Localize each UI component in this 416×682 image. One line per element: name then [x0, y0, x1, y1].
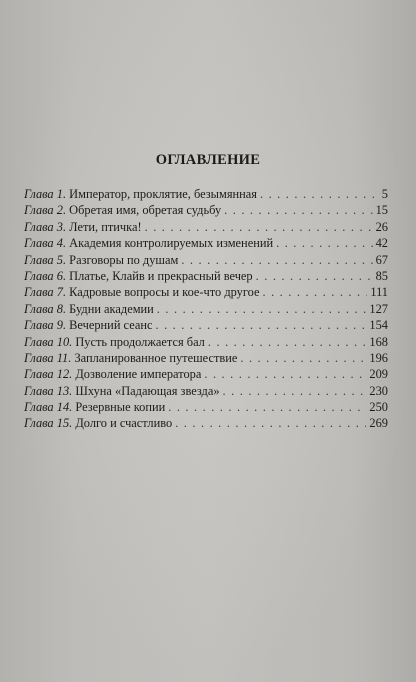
chapter-number: Глава 1. — [24, 187, 67, 201]
chapter-title: Дозволение императора — [75, 367, 202, 382]
dot-leader — [260, 186, 379, 202]
chapter-number: Глава 5. — [24, 252, 67, 267]
chapter-title: Резервные копии — [75, 400, 166, 415]
page-number: 127 — [369, 301, 388, 316]
dot-leader — [223, 383, 367, 399]
page-number: 168 — [369, 334, 388, 349]
toc-entry — [24, 366, 388, 382]
dot-leader — [155, 317, 366, 333]
chapter-title: Будни академии — [69, 301, 154, 316]
dot-leader — [157, 301, 367, 317]
page-number: 5 — [381, 187, 388, 201]
chapter-title: Лети, птичка! — [69, 219, 142, 234]
dot-leader — [175, 415, 366, 431]
chapter-title: Обретая имя, обретая судьбу — [69, 203, 222, 218]
toc-entry — [24, 383, 388, 399]
toc-entry — [24, 186, 388, 202]
page-number: 269 — [369, 416, 388, 431]
chapter-title: Долго и счастливо — [75, 416, 173, 431]
dot-leader — [208, 334, 367, 350]
chapter-title: Шхуна «Падающая звезда» — [75, 383, 220, 398]
page-number: 209 — [369, 367, 388, 382]
dot-leader — [256, 268, 373, 284]
chapter-number: Глава 10. — [24, 334, 73, 349]
dot-leader — [262, 284, 367, 300]
chapter-number: Глава 2. — [24, 203, 67, 218]
chapter-number: Глава 12. — [24, 367, 73, 382]
chapter-title: Кадровые вопросы и кое-что другое — [69, 285, 260, 300]
dot-leader — [276, 235, 373, 251]
chapter-title: Разговоры по душам — [69, 252, 179, 267]
toc-entry — [24, 268, 388, 284]
toc-entry — [24, 219, 388, 235]
page-number: 26 — [375, 219, 388, 234]
page-number: 15 — [375, 203, 388, 218]
dot-leader — [224, 202, 372, 218]
chapter-title: Запланированное путешествие — [74, 350, 238, 365]
page-number: 196 — [369, 350, 388, 365]
chapter-number: Глава 6. — [24, 268, 67, 283]
toc-entry — [24, 301, 388, 317]
toc-entry — [24, 334, 388, 350]
toc-entry — [24, 399, 388, 415]
chapter-number: Глава 15. — [24, 416, 73, 431]
toc-entry — [24, 415, 388, 431]
chapter-number: Глава 4. — [24, 236, 67, 251]
chapter-title: Академия контролируемых изменений — [69, 236, 274, 251]
toc-entry — [24, 252, 388, 268]
chapter-title: Пусть продолжается бал — [75, 334, 205, 349]
toc-entry — [24, 317, 388, 333]
chapter-number: Глава 11. — [24, 350, 72, 365]
page-number: 42 — [375, 236, 388, 251]
page-number: 230 — [369, 383, 388, 398]
chapter-number: Глава 3. — [24, 219, 67, 234]
chapter-title: Платье, Клайв и прекрасный вечер — [69, 268, 253, 283]
chapter-number: Глава 7. — [24, 285, 67, 300]
chapter-number: Глава 13. — [24, 383, 73, 398]
page-number: 111 — [370, 285, 388, 300]
chapter-number: Глава 14. — [24, 400, 73, 415]
page-number: 154 — [369, 318, 388, 333]
toc-entry — [24, 202, 388, 218]
chapter-title: Император, проклятие, безымянная — [69, 187, 257, 201]
page-number: 67 — [375, 252, 388, 267]
page-number: 85 — [375, 268, 388, 283]
chapter-number: Глава 9. — [24, 318, 67, 333]
toc-entry — [24, 350, 388, 366]
dot-leader — [181, 252, 372, 268]
dot-leader — [168, 399, 366, 415]
toc-entry — [24, 235, 388, 251]
table-of-contents — [24, 186, 388, 432]
dot-leader — [240, 350, 366, 366]
dot-leader — [145, 219, 373, 235]
page-number: 250 — [369, 400, 388, 415]
dot-leader — [204, 366, 366, 382]
toc-entry — [24, 284, 388, 300]
page-title: ОГЛАВЛЕНИЕ — [155, 152, 261, 168]
chapter-number: Глава 8. — [24, 301, 67, 316]
chapter-title: Вечерний сеанс — [69, 318, 153, 333]
